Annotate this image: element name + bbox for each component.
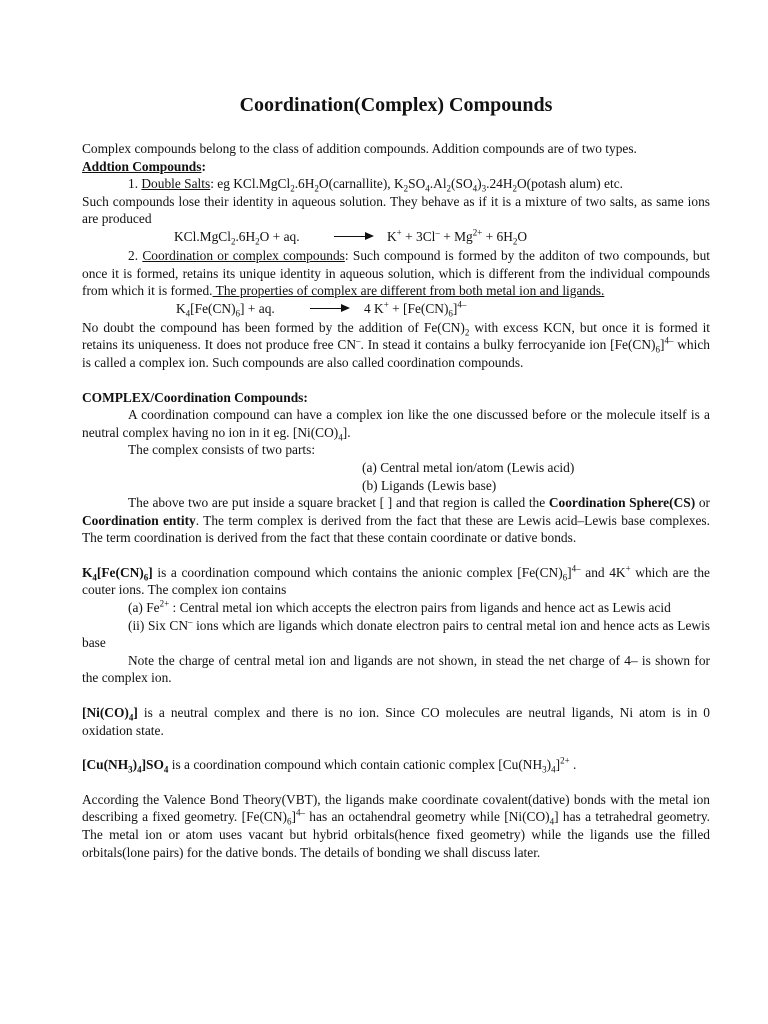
equation-left: $K_4[Fe(CN)_6]$ + aq. — [176, 300, 275, 319]
equation-left: $KCl.MgCl_2.6H_2O$ + aq. — [174, 228, 300, 247]
vbt-paragraph: According the Valence Bond Theory(VBT), the ligands make coordinate covalent(dative) bonds with the metal ion describing a fixed geometry. $[Fe(CN)_6]^{4-}$ has an octahendral geometry while $[Ni(CO)_4]$ has a tetrahedral geometry. The metal ion or atom uses vacant but hybrid orbitals(hence fixed geometry) while the ligands use the filled orbitals(lone pairs) for the dative bonds. The details of bonding we shall discuss later. — [82, 791, 710, 860]
charge-note-paragraph: Note the charge of central metal ion and ligands are not shown, in stead the net charge of 4– is shown for the complex ion. — [82, 652, 710, 686]
fe-ion-paragraph: (a) $Fe^{2+}$ : Central metal ion which accepts the electron pairs from ligands and hence act as Lewis acid — [128, 598, 671, 616]
two-parts-line: The complex consists of two parts: — [128, 442, 316, 458]
spacer — [82, 372, 710, 389]
document-page — [82, 92, 710, 861]
spacer — [82, 774, 710, 791]
reaction-arrow-icon — [334, 236, 372, 237]
equation-right: $K^+ + 3Cl^- + Mg^{2+} + 6H_2O$ — [387, 227, 528, 247]
list-item: (b) Ligands (Lewis base) — [362, 477, 497, 493]
copper-complex-paragraph: $[Cu(NH_3)_4]SO_4$ is a coordination compound which contain cationic complex $[Cu(NH_3)_4]^{2+}$ . — [82, 755, 577, 775]
nickel-carbonyl-paragraph: $[Ni(CO)_4]$ is a neutral complex and there is no ion. Since CO molecules are neutral ligands, Ni atom is in 0 oxidation state. — [82, 705, 710, 738]
spacer — [82, 687, 710, 704]
page-title: Coordination(Complex) Compounds — [239, 94, 553, 116]
ferrocyanide-example-paragraph: $K_4[Fe(CN)_6]$ is a coordination compound which contains the anionic complex $[Fe(CN)_6]^{4-}$ and 4K+ which are the couter ions. The complex ion contains — [82, 563, 710, 598]
intro-paragraph: Complex compounds belong to the class of addition compounds. Addition compounds are of two types. — [82, 141, 637, 156]
spacer — [82, 739, 710, 756]
uniqueness-paragraph: No doubt the compound has been formed by the addition of $Fe(CN)_2$ with excess KCN, but once it is formed it retains its uniqueness. It does not produce free CN–. In stead it contains a bulky ferrocyanide ion $[Fe(CN)_6]^{4-}$ which is called a complex ion. Such compounds are also called coordination compounds. — [82, 319, 711, 370]
coordination-compounds-paragraph: 2. Coordination or complex compounds: Such compound is formed by the additon of two compounds, but once it is formed, retains its unique identity in aqueous solution, which is different from the individual compounds from which it is formed. The properties of complex are different from both metal ion and ligands. — [82, 247, 711, 299]
section-heading: COMPLEX/Coordination Compounds: — [82, 389, 308, 405]
equation-carnallite — [82, 228, 710, 247]
double-salts-description: Such compounds lose their identity in aqueous solution. They behave as if it is a mixture of two salts, as same ions are produced — [82, 193, 710, 227]
spacer — [82, 547, 710, 564]
cn-ligands-paragraph: (ii) Six CN– ions which are ligands which donate electron pairs to central metal ion and hence acts as Lewis base — [82, 616, 710, 651]
coordination-definition-paragraph: A coordination compound can have a complex ion like the one discussed before or the molecule itself is a neutral complex having no ion in it eg. $[Ni(CO)_4]$. — [82, 407, 710, 443]
addition-heading: Addtion Compounds: — [82, 158, 206, 174]
equation-right: 4 $K^+ + [Fe(CN)_6]^{4-}$ — [364, 299, 467, 319]
equation-ferrocyanide — [82, 300, 710, 319]
reaction-arrow-icon — [310, 308, 348, 309]
list-item: (a) Central metal ion/atom (Lewis acid) — [362, 459, 575, 475]
coordination-sphere-paragraph: The above two are put inside a square bracket [ ] and that region is called the Coordination Sphere(CS) or Coordination entity. The term complex is derived from the fact that these are Lewis acid–Lewis base complexes. The term coordination is derived from the fact that these contain coordinate or dative bonds. — [82, 495, 710, 546]
double-salts-paragraph: 1. Double Salts: eg $KCl.MgCl_2.6H_2O(carnallite)$, $K_2SO_4.Al_2(SO_4)_3.24H_2O(potash$ alum) etc. — [128, 176, 623, 194]
